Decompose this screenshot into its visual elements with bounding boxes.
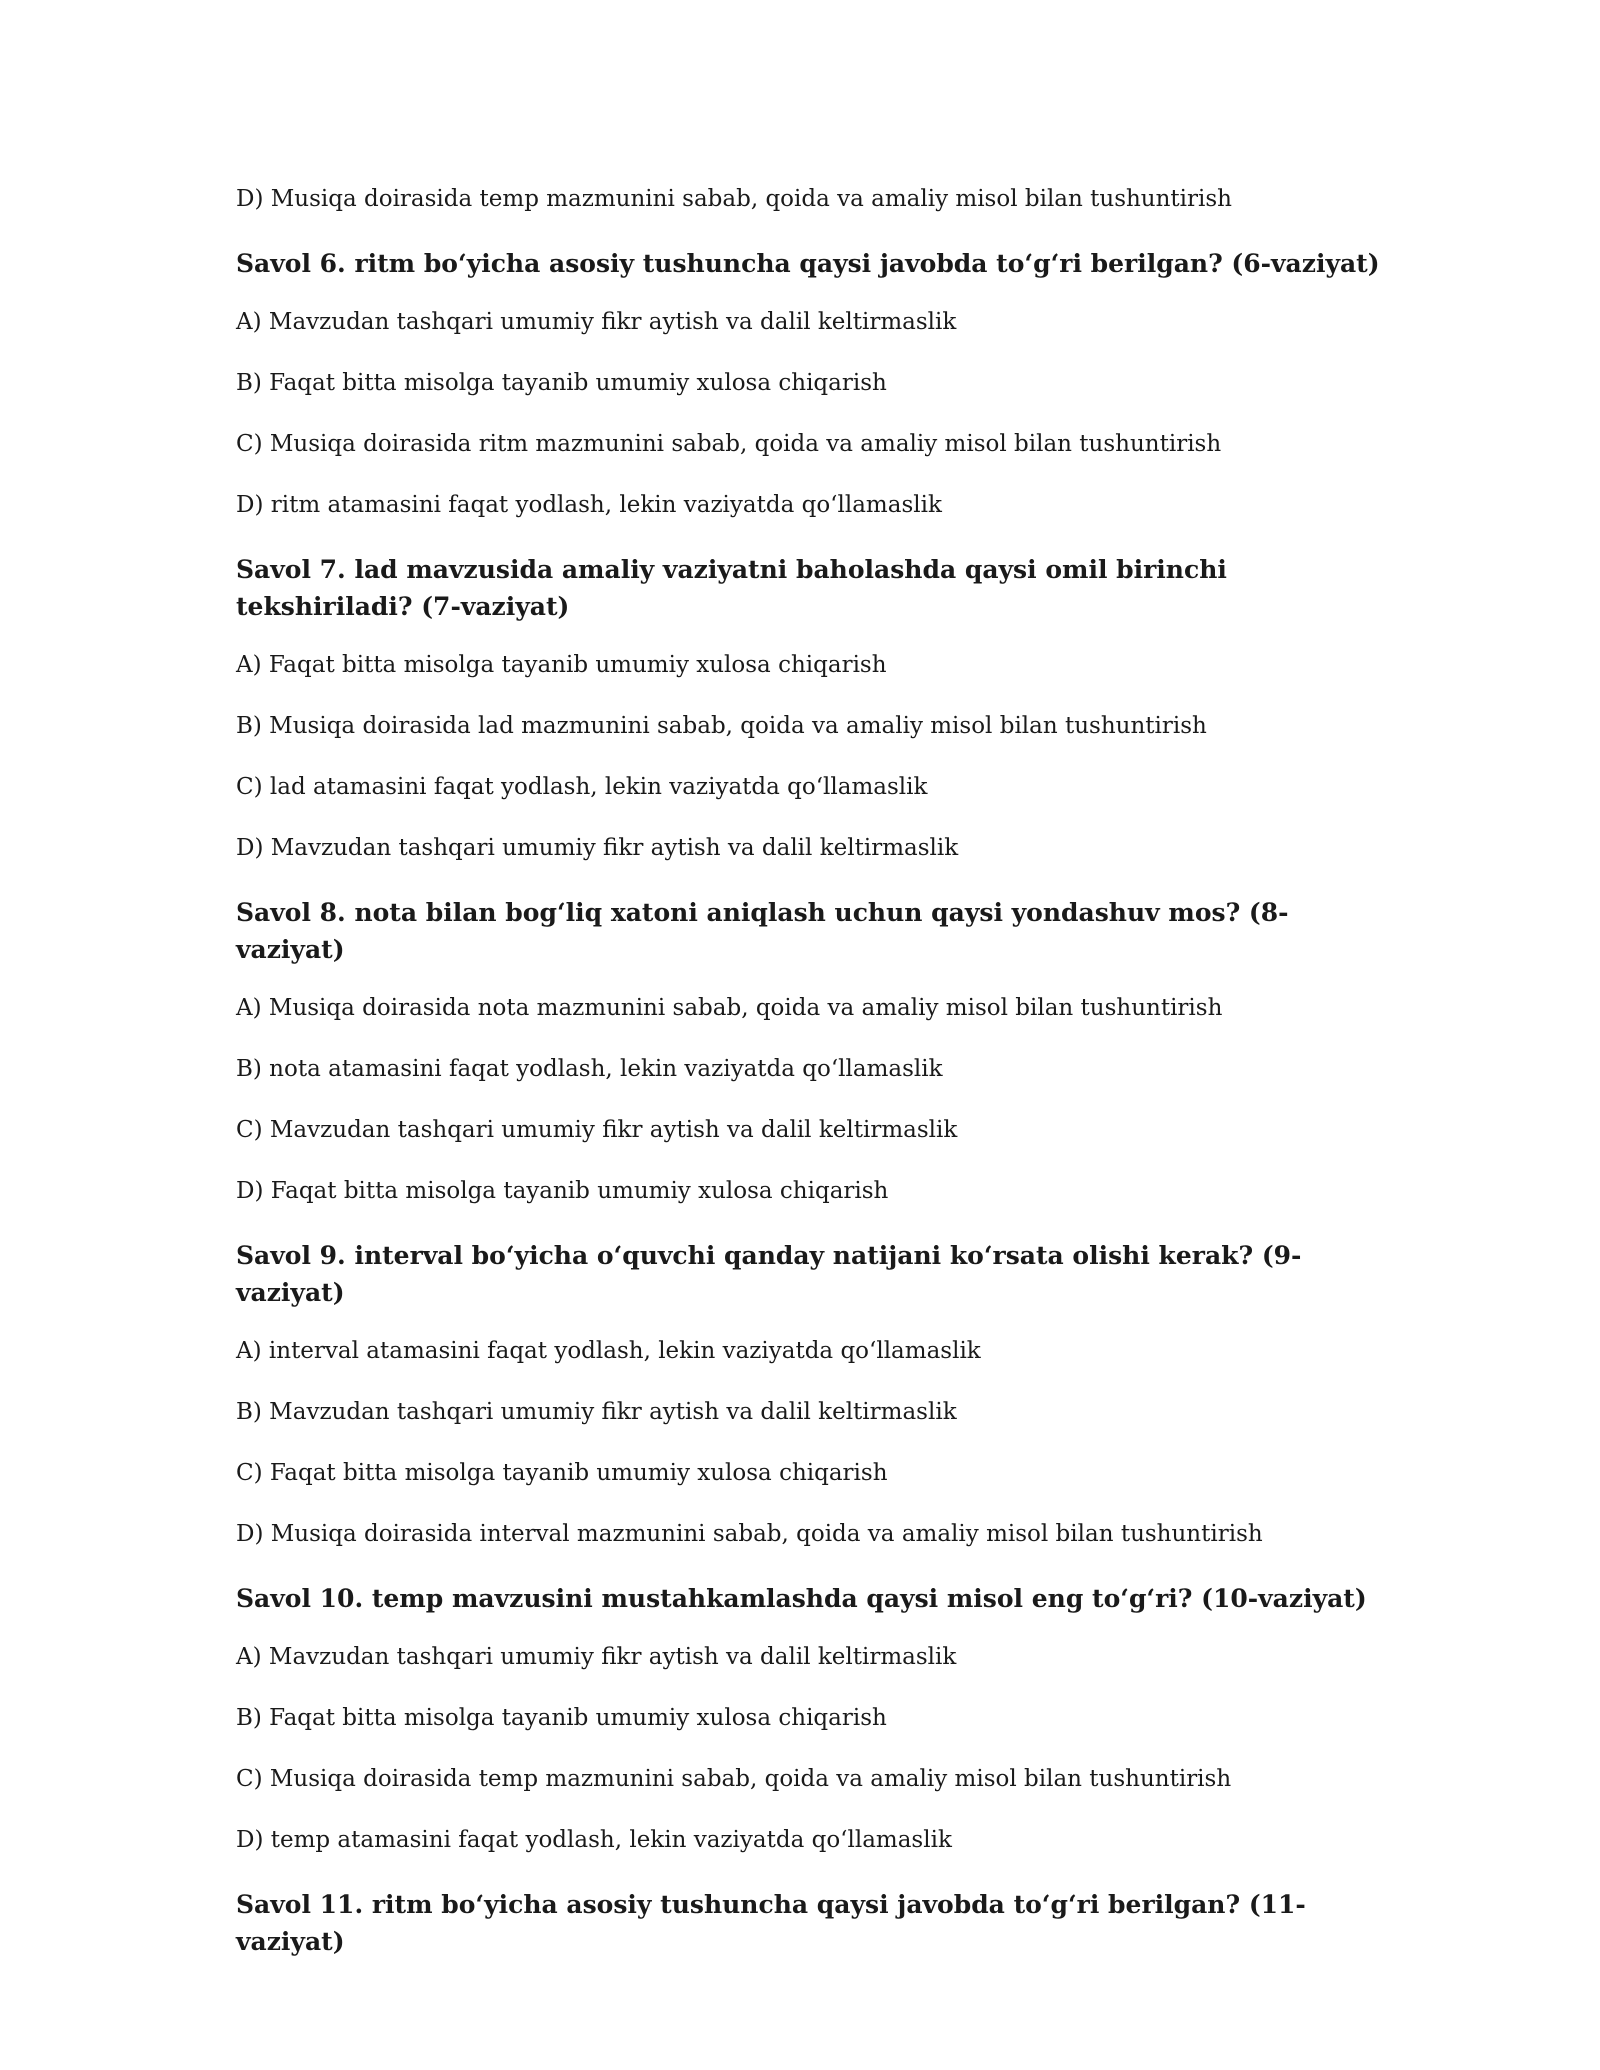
answer-option: A) Musiqa doirasida nota mazmunini sabab, qoida va amaliy misol bilan tushuntirish [236,995,1223,1021]
question-title: Savol 6. ritm bo‘yicha asosiy tushuncha qaysi javobda to‘g‘ri berilgan? (6-vaziyat) [236,249,1380,278]
answer-option: C) lad atamasini faqat yodlash, lekin vaziyatda qo‘llamaslik [236,774,928,800]
leading-option: D) Musiqa doirasida temp mazmunini sabab, qoida va amaliy misol bilan tushuntirish [236,186,1232,212]
question-9 [236,1237,1386,1549]
trailing-question-title: Savol 11. ritm bo‘yicha asosiy tushuncha qaysi javobda to‘g‘ri berilgan? (11-vaziyat) [236,1890,1306,1956]
answer-option: D) Mavzudan tashqari umumiy fikr aytish va dalil keltirmaslik [236,835,959,861]
answer-option: B) nota atamasini faqat yodlash, lekin vaziyatda qo‘llamaslik [236,1056,943,1082]
question-title: Savol 7. lad mavzusida amaliy vaziyatni baholashda qaysi omil birinchi tekshiriladi? (7-vaziyat) [236,555,1227,621]
answer-option: A) Mavzudan tashqari umumiy fikr aytish va dalil keltirmaslik [236,309,957,335]
question-8 [236,894,1386,1206]
answer-option: D) Faqat bitta misolga tayanib umumiy xulosa chiqarish [236,1178,889,1204]
answer-option: A) interval atamasini faqat yodlash, lekin vaziyatda qo‘llamaslik [236,1338,981,1364]
answer-option: A) Mavzudan tashqari umumiy fikr aytish va dalil keltirmaslik [236,1644,957,1670]
question-6 [236,245,1386,520]
question-7 [236,551,1386,863]
answer-option: B) Faqat bitta misolga tayanib umumiy xulosa chiqarish [236,370,887,396]
question-title: Savol 9. interval bo‘yicha o‘quvchi qanday natijani ko‘rsata olishi kerak? (9-vaziyat) [236,1241,1302,1307]
page-content [236,184,1386,1985]
answer-option: D) ritm atamasini faqat yodlash, lekin vaziyatda qo‘llamaslik [236,492,942,518]
answer-option: C) Mavzudan tashqari umumiy fikr aytish va dalil keltirmaslik [236,1117,958,1143]
answer-option: C) Faqat bitta misolga tayanib umumiy xulosa chiqarish [236,1460,888,1486]
question-10 [236,1580,1386,1855]
answer-option: D) Musiqa doirasida interval mazmunini sabab, qoida va amaliy misol bilan tushuntirish [236,1521,1263,1547]
question-title: Savol 10. temp mavzusini mustahkamlashda qaysi misol eng to‘g‘ri? (10-vaziyat) [236,1584,1367,1613]
question-title: Savol 8. nota bilan bog‘liq xatoni aniqlash uchun qaysi yondashuv mos? (8-vaziyat) [236,898,1289,964]
answer-option: C) Musiqa doirasida ritm mazmunini sabab, qoida va amaliy misol bilan tushuntirish [236,431,1222,457]
answer-option: D) temp atamasini faqat yodlash, lekin vaziyatda qo‘llamaslik [236,1827,952,1853]
answer-option: C) Musiqa doirasida temp mazmunini sabab, qoida va amaliy misol bilan tushuntirish [236,1766,1232,1792]
answer-option: B) Mavzudan tashqari umumiy fikr aytish va dalil keltirmaslik [236,1399,957,1425]
answer-option: A) Faqat bitta misolga tayanib umumiy xulosa chiqarish [236,652,887,678]
answer-option: B) Faqat bitta misolga tayanib umumiy xulosa chiqarish [236,1705,887,1731]
answer-option: B) Musiqa doirasida lad mazmunini sabab, qoida va amaliy misol bilan tushuntirish [236,713,1207,739]
